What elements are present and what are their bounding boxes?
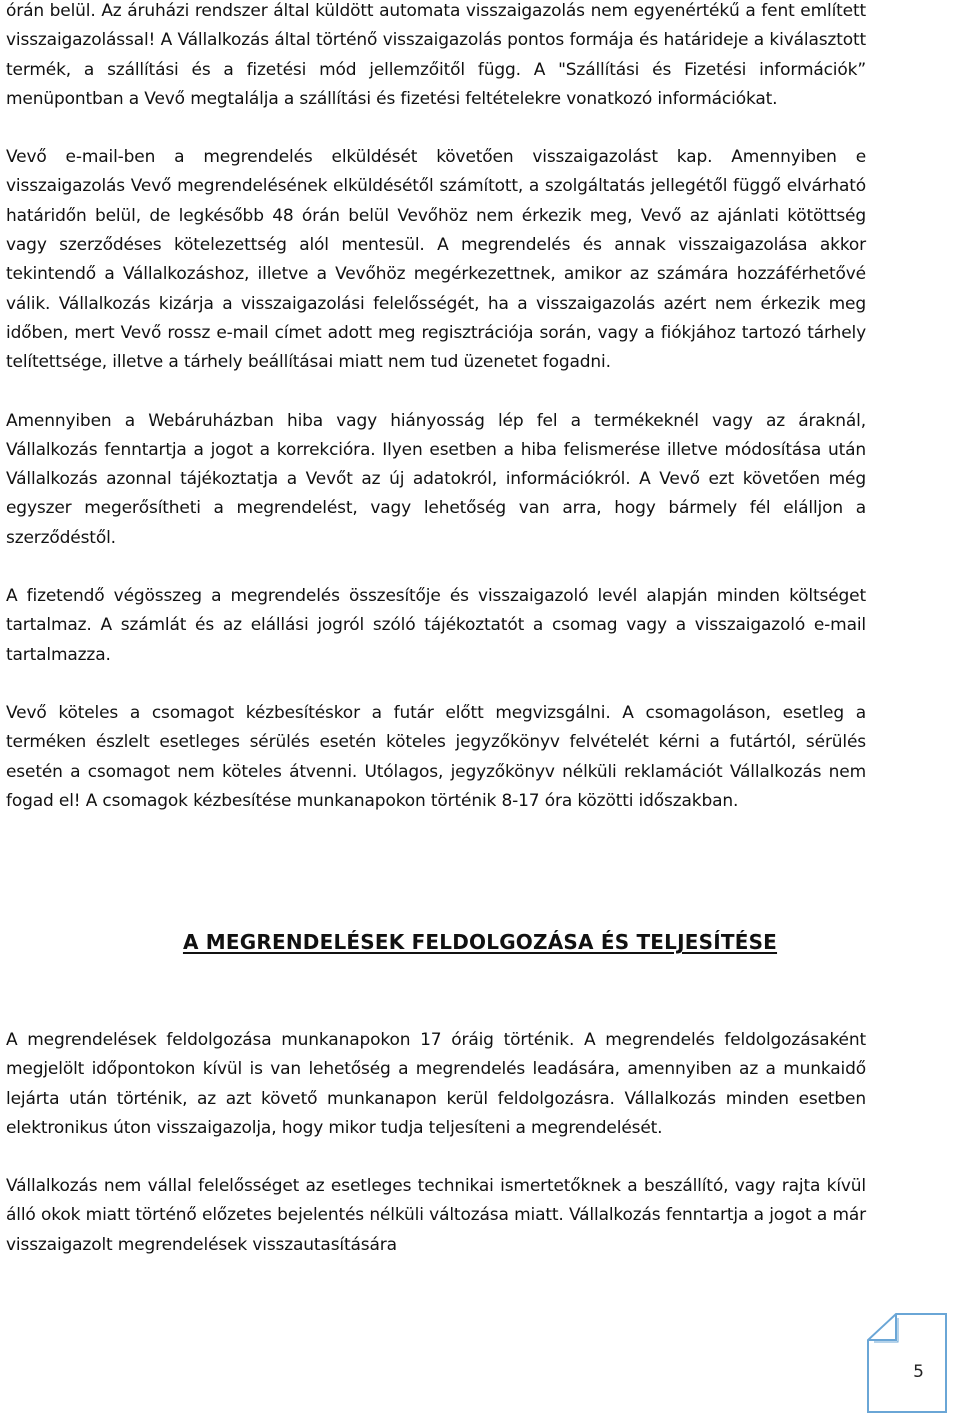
page-number: 5	[913, 1362, 924, 1382]
document-body-bottom	[6, 1026, 866, 1260]
paragraph-package-inspection: Vevő köteles a csomagot kézbesítéskor a futár előtt megvizsgálni. A csomagoláson, esetleg a terméken észlelt esetleges sérülés esetén köteles jegyzőkönyv felvételét kérni a futártól, sérülés esetén a csomagot nem köteles átvenni. Utólagos, jegyzőkönyv nélküli reklamációt Vállalkozás nem fogad el! A csomagok kézbesítése munkanapokon történik 8-17 óra közötti időszakban.	[6, 702, 866, 811]
section-heading: A MEGRENDELÉSEK FELDOLGOZÁSA ÉS TELJESÍTÉSE	[182, 930, 778, 954]
page-corner-icon	[862, 1308, 952, 1418]
document-body-top	[6, 0, 866, 816]
paragraph-liability: Vállalkozás nem vállal felelősséget az esetleges technikai ismertetőknek a beszállító, vagy rajta kívül álló okok miatt történő előzetes bejelentés nélküli változása miatt. Vállalkozás fenntartja a jogot a már visszaigazolt megrendelések visszautasítására	[6, 1176, 866, 1255]
paragraph-total-payable: A fizetendő végösszeg a megrendelés összesítője és visszaigazoló levél alapján minden költséget tartalmaz. A számlát és az elállási jogról szóló tájékoztatót a csomag vagy a visszaigazoló e-mail tartalmazza.	[6, 586, 866, 665]
paragraph-webshop-errors: Amennyiben a Webáruházban hiba vagy hiányosság lép fel a termékeknél vagy az áraknál, Vállalkozás fenntartja a jogot a korrekcióra. Ilyen esetben a hiba felismerése illetve módosítása után Vállalkozás azonnal tájékoztatja a Vevőt az új adatokról, információkról. A Vevő ezt követően még egyszer megerősítheti a megrendelést, vagy lehetőség van arra, hogy bármely fél elálljon a szerződéstől.	[6, 410, 866, 548]
paragraph-confirmation-notice: órán belül. Az áruházi rendszer által küldött automata visszaigazolás nem egyenértékű a fent említett visszaigazolással! A Vállalkozás által történő visszaigazolás pontos formája és határideje a kiválasztott termék, a szállítási és a fizetési mód jellemzőitől függ. A "Szállítási és Fizetési információk” menüpontban a Vevő megtalálja a szállítási és fizetési feltételekre vonatkozó információkat.	[6, 1, 866, 109]
paragraph-order-processing: A megrendelések feldolgozása munkanapokon 17 óráig történik. A megrendelés feldolgozásaként megjelölt időpontokon kívül is van lehetőség a megrendelés leadására, amennyiben az a munkaidő lejárta után történik, az azt követő munkanapon kerül feldolgozásra. Vállalkozás minden esetben elektronikus úton visszaigazolja, hogy mikor tudja teljesíteni a megrendelését.	[6, 1030, 866, 1138]
paragraph-email-confirmation: Vevő e-mail-ben a megrendelés elküldését követően visszaigazolást kap. Amennyiben e visszaigazolás Vevő megrendelésének elküldésétől számított, a szolgáltatás jellegétől függő elvárható határidőn belül, de legkésőbb 48 órán belül Vevőhöz nem érkezik meg, Vevő az ajánlati kötöttség vagy szerződéses kötelezettség alól mentesül. A megrendelés és annak visszaigazolása akkor tekintendő a Vállalkozáshoz, illetve a Vevőhöz megérkezettnek, amikor az számára hozzáférhetővé válik. Vállalkozás kizárja a visszaigazolási felelősségét, ha a visszaigazolás azért nem érkezik meg időben, mert Vevő rossz e-mail címet adott meg regisztrációja során, vagy a fiókjához tartozó tárhely telítettsége, illetve a tárhely beállításai miatt nem tud üzenetet fogadni.	[6, 147, 866, 373]
